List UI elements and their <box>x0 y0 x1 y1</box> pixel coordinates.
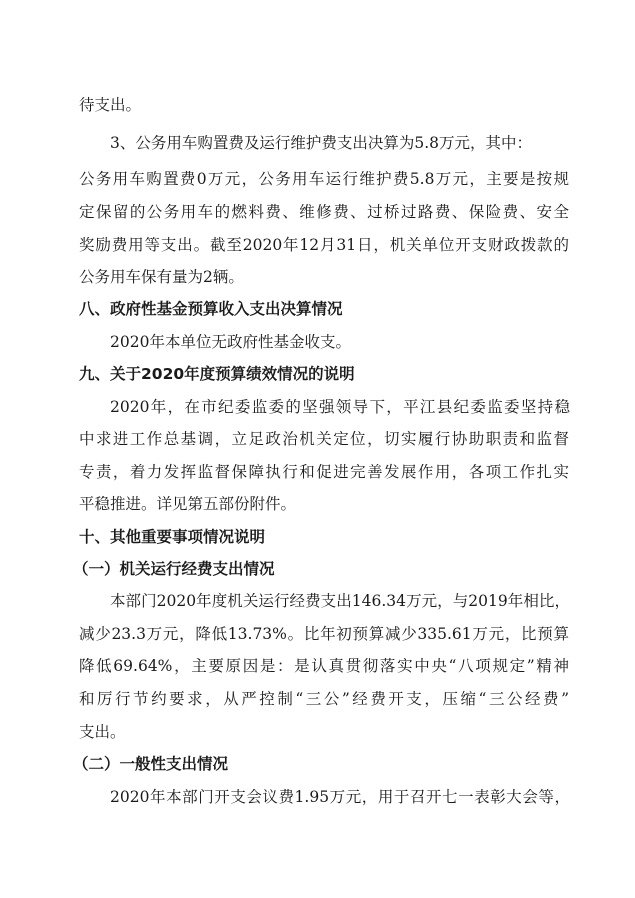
paragraph-line: 公务用车保有量为2辆。 <box>79 268 244 286</box>
subsection-heading: （二）一般性支出情况 <box>73 755 229 773</box>
paragraph-line: 3、公务用车购置费及运行维护费支出决算为5.8万元，其中： <box>110 134 533 152</box>
paragraph-line: 减少23.3万元，降低13.73%。比年初预算减少335.61万元，比预算 <box>79 625 569 643</box>
paragraph-line: 定保留的公务用车的燃料费、维修费、过桥过路费、保险费、安全 <box>79 203 569 221</box>
section-heading: 八、政府性基金预算收入支出决算情况 <box>79 300 343 318</box>
paragraph-line: 公务用车购置费0万元，公务用车运行维护费5.8万元，主要是按规 <box>79 170 569 188</box>
paragraph-line: 2020年本单位无政府性基金收支。 <box>110 333 351 351</box>
section-heading: 十、其他重要事项情况说明 <box>79 528 266 546</box>
section-heading: 九、关于2020年度预算绩效情况的说明 <box>79 365 355 383</box>
paragraph-line: 中求进工作总基调，立足政治机关定位，切实履行协助职责和监督 <box>79 430 569 448</box>
paragraph-line: 2020年本部门开支会议费1.95万元，用于召开七一表彰大会等， <box>110 788 570 806</box>
paragraph-line: 降低69.64%，主要原因是：是认真贯彻落实中央“八项规定”精神 <box>79 657 569 675</box>
paragraph-line: 平稳推进。详见第五部份附件。 <box>79 495 297 513</box>
paragraph-line: 本部门2020年度机关运行经费支出146.34万元，与2019年相比， <box>110 592 570 610</box>
paragraph-line: 和厉行节约要求，从严控制“三公”经费开支，压缩“三公经费” <box>79 690 569 708</box>
paragraph-line: 奖励费用等支出。截至2020年12月31日，机关单位开支财政拨款的 <box>79 236 569 254</box>
paragraph-line: 专责，着力发挥监督保障执行和促进完善发展作用，各项工作扎实 <box>79 463 569 481</box>
subsection-heading: （一）机关运行经费支出情况 <box>73 560 275 578</box>
paragraph-line: 待支出。 <box>79 96 142 114</box>
paragraph-line: 支出。 <box>79 723 126 741</box>
paragraph-line: 2020年，在市纪委监委的坚强领导下，平江县纪委监委坚持稳 <box>110 398 570 416</box>
